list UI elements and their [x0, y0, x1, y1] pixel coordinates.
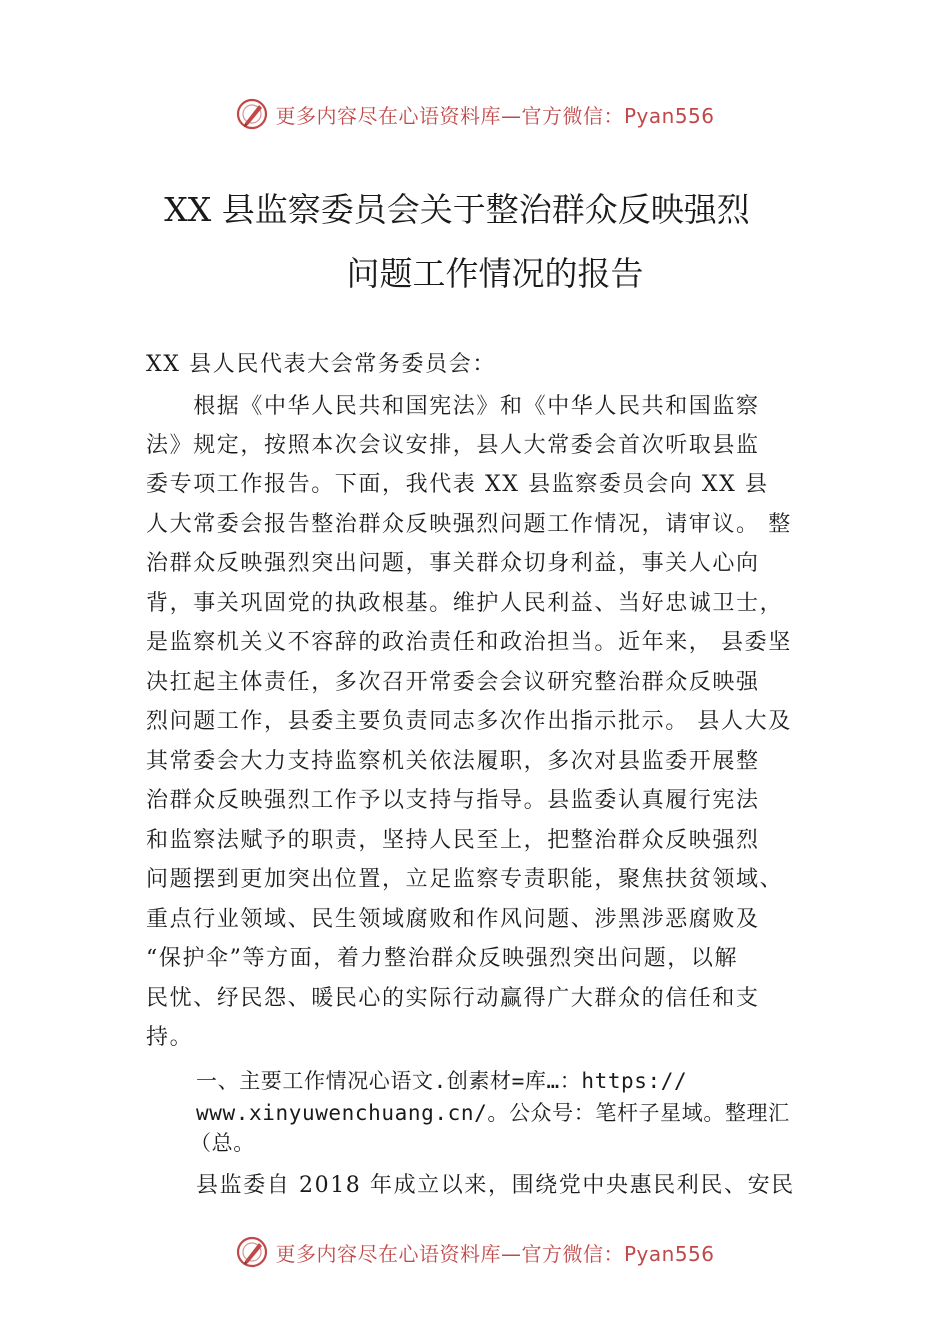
body-line: 持。	[146, 1025, 194, 1050]
logo-icon	[235, 1235, 269, 1269]
body-line: 和监察法赋予的职责，坚持人民至上，把整治群众反映强烈	[146, 828, 760, 853]
header-banner	[0, 94, 950, 134]
section-heading-line3: （总。	[190, 1131, 255, 1155]
body-line: 问题摆到更加突出位置，立足监察专责职能，聚焦扶贫领域、	[146, 867, 784, 892]
banner-wechat-label: 官方微信：	[521, 1241, 624, 1266]
banner-text	[275, 1238, 714, 1267]
banner-wechat-label: 官方微信：	[521, 103, 624, 128]
banner-wechat-id: Pyan556	[623, 1241, 715, 1266]
body-line: 背，事关巩固党的执政根基。维护人民利益、当好忠诚卫士，	[146, 591, 784, 616]
banner-text	[275, 100, 714, 129]
document-title-line2: 问题工作情况的报告	[346, 254, 644, 293]
body-line: 重点行业领域、民生领域腐败和作风问题、涉黑涉恶腐败及	[146, 907, 760, 932]
body-line: 是监察机关义不容辞的政治责任和政治担当。近年来， 县委坚	[146, 630, 792, 655]
banner-wechat-id: Pyan556	[623, 103, 715, 128]
body-line: 其常委会大力支持监察机关依法履职，多次对县监委开展整	[146, 749, 760, 774]
body-line: 治群众反映强烈突出问题，事关群众切身利益，事关人心向	[146, 551, 760, 576]
banner-dash: —	[500, 103, 522, 128]
body-line: 人大常委会报告整治群众反映强烈问题工作情况，请审议。 整	[146, 512, 792, 537]
logo-icon	[235, 97, 269, 131]
body-line: 委专项工作报告。下面，我代表 XX 县监察委员会向 XX 县	[146, 472, 769, 497]
document-title-line1: XX 县监察委员会关于整治群众反映强烈	[164, 190, 750, 229]
body-line: 法》规定，按照本次会议安排，县人大常委会首次听取县监	[146, 433, 760, 458]
body-line: 决扛起主体责任，多次召开常委会会议研究整治群众反映强	[146, 670, 760, 695]
body-line: 民忧、纾民怨、暖民心的实际行动赢得广大群众的信任和支	[146, 986, 760, 1011]
body-line: “保护伞”等方面，着力整治群众反映强烈突出问题，以解	[146, 946, 739, 971]
section-heading-line2: www.xinyuwenchuang.cn/。公众号：笔杆子星域。整理汇	[196, 1101, 790, 1125]
section-heading-line1: 一、主要工作情况心语文.创素材=库…：https://	[196, 1069, 688, 1093]
body-line: 烈问题工作，县委主要负责同志多次作出指示批示。 县人大及	[146, 709, 792, 734]
salutation: XX 县人民代表大会常务委员会：	[146, 352, 496, 377]
body-line: 根据《中华人民共和国宪法》和《中华人民共和国监察	[146, 394, 760, 419]
banner-brand: 更多内容尽在心语资料库	[275, 103, 501, 128]
banner-brand: 更多内容尽在心语资料库	[275, 1241, 501, 1266]
footer-banner	[0, 1232, 950, 1272]
body-last-line: 县监委自 2018 年成立以来，围绕党中央惠民利民、安民	[196, 1173, 795, 1198]
body-line: 治群众反映强烈工作予以支持与指导。县监委认真履行宪法	[146, 788, 760, 813]
banner-dash: —	[500, 1241, 522, 1266]
